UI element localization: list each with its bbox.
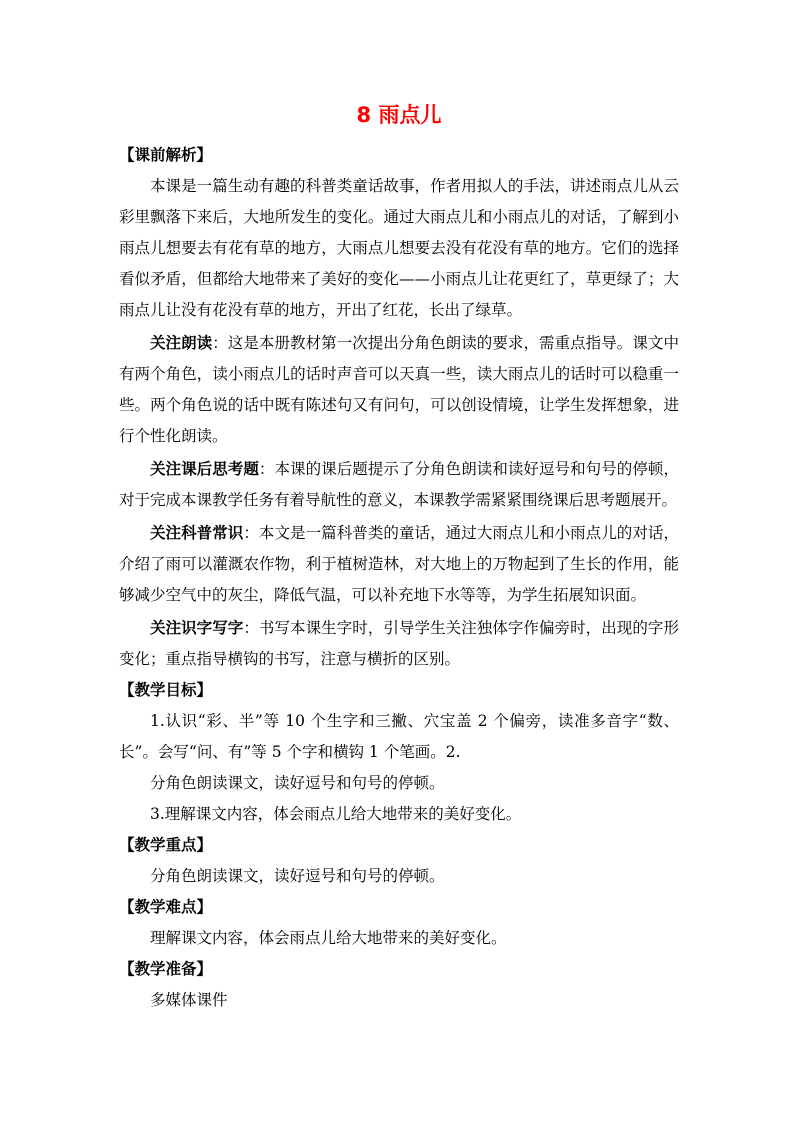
section-heading-goals: 【教学目标】 xyxy=(119,681,213,699)
document-page xyxy=(119,100,679,1016)
reading-paragraph xyxy=(119,328,679,452)
questions-paragraph xyxy=(119,454,679,516)
science-text: ：本文是一篇科普类的童话，通过大雨点儿和小雨点儿的对话，介绍了雨可以灌溉农作物，利于植树造林，对大地上的万物起到了生长的作用，能够减少空气中的灰尘，降低气温，可以补充地下水等等，为学生拓展知识面。 xyxy=(119,524,679,604)
section-heading-difficulties: 【教学难点】 xyxy=(119,898,213,916)
analysis-intro-paragraph: 本课是一篇生动有趣的科普类童话故事，作者用拟人的手法，讲述雨点儿从云彩里飘落下来后，大地所发生的变化。通过大雨点儿和小雨点儿的对话，了解到小雨点儿想要去有花有草的地方，大雨点儿想要去没有花没有草的地方。它们的选择看似矛盾，但都给大地带来了美好的变化——小雨点儿让花更红了，草更绿了；大雨点儿让没有花没有草的地方，开出了红花，长出了绿草。 xyxy=(119,177,679,319)
goal-item-1: 1.认识“彩、半”等 10 个生字和三撇、穴宝盖 2 个偏旁，读准多音字“数、长”。会写“问、有”等 5 个字和横钩 1 个笔画。2. xyxy=(119,712,679,761)
writing-text: ：书写本课生字时，引导学生关注独体字作偏旁时，出现的字形变化；重点指导横钩的书写，注意与横折的区别。 xyxy=(119,619,679,668)
goal-item-2: 分角色朗读课文，读好逗号和句号的停顿。 xyxy=(150,774,445,792)
writing-label: 关注识字写字 xyxy=(150,619,244,637)
writing-paragraph xyxy=(119,613,679,675)
reading-label: 关注朗读 xyxy=(150,334,213,352)
preparation-text: 多媒体课件 xyxy=(150,991,228,1009)
section-heading-analysis: 【课前解析】 xyxy=(119,146,213,164)
section-heading-preparation: 【教学准备】 xyxy=(119,960,213,978)
key-points-text: 分角色朗读课文，读好逗号和句号的停顿。 xyxy=(150,867,445,885)
questions-text: ：本课的课后题提示了分角色朗读和读好逗号和句号的停顿，对于完成本课教学任务有着导航性的意义，本课教学需紧紧围绕课后思考题展开。 xyxy=(119,460,679,509)
difficulties-text: 理解课文内容，体会雨点儿给大地带来的美好变化。 xyxy=(150,929,507,947)
science-label: 关注科普常识 xyxy=(150,524,244,542)
section-heading-key-points: 【教学重点】 xyxy=(119,836,213,854)
questions-label: 关注课后思考题 xyxy=(150,460,259,478)
reading-text: ：这是本册教材第一次提出分角色朗读的要求，需重点指导。课文中有两个角色，读小雨点儿的话时声音可以天真一些，读大雨点儿的话时可以稳重一些。两个角色说的话中既有陈述句又有问句，可以创设情境，让学生发挥想象，进行个性化朗读。 xyxy=(119,334,679,445)
goal-item-3: 3.理解课文内容，体会雨点儿给大地带来的美好变化。 xyxy=(150,805,522,823)
science-paragraph xyxy=(119,518,679,611)
lesson-title: 8 雨点儿 xyxy=(356,103,442,127)
